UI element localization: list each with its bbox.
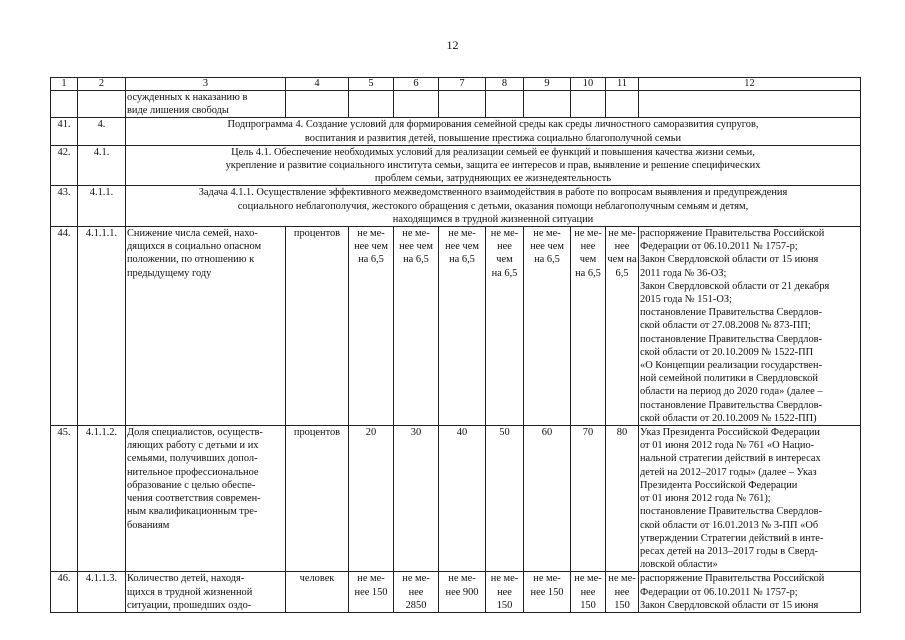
column-number: 11 [606,78,639,91]
unit-cell: процентов [286,426,349,572]
value-cell: не ме- нее 150 [571,572,606,613]
value-cell: не ме- нее чем на 6,5 [486,227,524,426]
value-cell: 20 [349,426,394,572]
table-row-41 [51,118,861,145]
row-number: 46. [51,572,78,613]
table-row-46 [51,572,861,613]
column-number: 5 [349,78,394,91]
column-numbers-row [51,78,861,91]
table-row-45 [51,426,861,572]
indicator-name-cell: Снижение числа семей, нахо- дящихся в социально опасном положении, по отношению к предыдущему году [126,227,286,426]
value-cell: не ме- нее 900 [439,572,486,613]
column-number: 4 [286,78,349,91]
value-cell: 40 [439,426,486,572]
column-number: 8 [486,78,524,91]
value-cell: не ме- нее чем на 6,5 [394,227,439,426]
unit-cell: человек [286,572,349,613]
column-number: 1 [51,78,78,91]
source-document-cell: Указ Президента Российской Федерации от 01 июня 2012 года № 761 «О Нацио- нальной стратегии действий в интересах детей на 2012–2017 годы» (далее – Указ Президента Российской Федерации от 01 июня 2012 года № 761); постановление Правительства Свердлов- ской области от 16.01.2013 № 3-ПП «Об утверждении Стратегии действий в инте- ресах детей на 2013–2017 годы в Сверд- ловской области» [639,426,861,572]
unit-cell: процентов [286,227,349,426]
subprogram-heading: Подпрограмма 4. Создание условий для формирования семейной среды как среды личностного саморазвития супругов, воспитания и развития детей, повышение престижа социально благополучной семьи [126,118,861,145]
value-cell: 30 [394,426,439,572]
column-number: 2 [78,78,126,91]
row-code: 4.1.1. [78,186,126,227]
table-row-42 [51,145,861,186]
task-heading: Задача 4.1.1. Осуществление эффективного межведомственного взаимодействия в работе по вопросам выявления и предупреждения социального неблагополучия, жестокого обращения с детьми, оказания помощи неблагополучным семьям и детям, находящимся в трудной жизненной ситуации [126,186,861,227]
table-row-continuation [51,91,861,118]
indicator-name-cell: Доля специалистов, осуществ- ляющих работу с детьми и их семьями, получивших допол- нительное профессиональное образование с целью обеспе- чения соответствия современ- ным квалификационным тре- бованиям [126,426,286,572]
column-number: 9 [524,78,571,91]
value-cell: не ме- нее 150 [349,572,394,613]
value-cell: не ме- нее чем на 6,5 [606,227,639,426]
page-number: 12 [446,38,459,52]
column-number: 10 [571,78,606,91]
row-code: 4.1.1.2. [78,426,126,572]
value-cell: 80 [606,426,639,572]
row-number: 43. [51,186,78,227]
source-document-cell: распоряжение Правительства Российской Федерации от 06.10.2011 № 1757-р; Закон Свердловской области от 15 июня [639,572,861,613]
value-cell: не ме- нее чем на 6,5 [349,227,394,426]
value-cell: не ме- нее 150 [606,572,639,613]
table-row-44 [51,227,861,426]
row-number: 45. [51,426,78,572]
value-cell: 70 [571,426,606,572]
column-number: 12 [639,78,861,91]
row-code: 4.1. [78,145,126,186]
source-document-cell: распоряжение Правительства Российской Федерации от 06.10.2011 № 1757-р; Закон Свердловской области от 15 июня 2011 года № 36-ОЗ; Закон Свердловской области от 21 декабря 2015 года № 151-ОЗ; постановление Правительства Свердлов- ской области от 27.08.2008 № 873-ПП; постановление Правительства Свердлов- ской области от 20.10.2009 № 1522-ПП «О Концепции реализации государствен- ной семейной политики в Свердловской области на период до 2020 года» (далее – постановление Правительства Свердлов- ской области от 20.10.2009 № 1522-ПП) [639,227,861,426]
goal-heading: Цель 4.1. Обеспечение необходимых условий для реализации семьей ее функций и повышения качества жизни семьи, укрепление и развитие социального института семьи, защита ее интересов и прав, выявление и решение специфических проблем семьи, затрудняющих ее жизнедеятельность [126,145,861,186]
value-cell: не ме- нее чем на 6,5 [524,227,571,426]
value-cell: не ме- нее 150 [486,572,524,613]
column-number: 3 [126,78,286,91]
value-cell: не ме- нее 150 [524,572,571,613]
column-number: 6 [394,78,439,91]
value-cell: не ме- нее чем на 6,5 [439,227,486,426]
row-code: 4. [78,118,126,145]
row-number: 42. [51,145,78,186]
row-code: 4.1.1.1. [78,227,126,426]
table-row-43 [51,186,861,227]
value-cell: не ме- нее 2850 [394,572,439,613]
row-code: 4.1.1.3. [78,572,126,613]
value-cell: 50 [486,426,524,572]
row-number: 44. [51,227,78,426]
indicator-name-cell: Количество детей, находя- щихся в трудной жизненной ситуации, прошедших оздо- [126,572,286,613]
value-cell: 60 [524,426,571,572]
indicator-name-cell: осужденных к наказанию в виде лишения свободы [126,91,286,118]
indicators-table [50,77,861,613]
column-number: 7 [439,78,486,91]
value-cell: не ме- нее чем на 6,5 [571,227,606,426]
row-number: 41. [51,118,78,145]
